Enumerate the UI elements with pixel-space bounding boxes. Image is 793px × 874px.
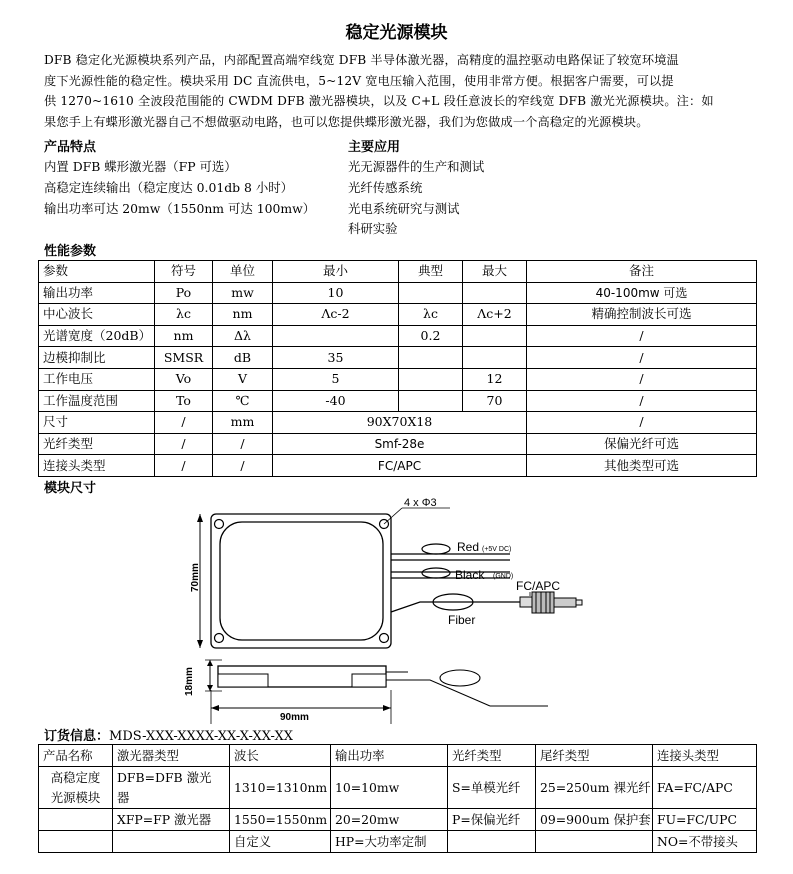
table-cell: / [527, 347, 757, 369]
table-cell: 5 [273, 368, 399, 390]
red-wire-note: (+5V DC) [482, 546, 512, 553]
table-cell: 25=250um 裸光纤 [536, 767, 653, 809]
table-cell: Vo [155, 368, 213, 390]
table-cell: XFP=FP 激光器 [113, 809, 230, 831]
table-cell: V [213, 368, 273, 390]
table-cell: 其他类型可选 [527, 455, 757, 477]
module-dimension-drawing [170, 494, 610, 730]
module-size-heading: 模块尺寸 [44, 481, 97, 496]
table-cell: 边模抑制比 [39, 347, 155, 369]
laser-type-line: 器 [117, 789, 130, 805]
header-cell: 单位 [213, 261, 273, 283]
table-cell: 工作温度范围 [39, 390, 155, 412]
table-row [39, 767, 757, 809]
table-cell: NO=不带接头 [653, 831, 757, 853]
table-cell: 40-100mw 可选 [527, 282, 757, 304]
table-cell: 光纤类型 [39, 433, 155, 455]
laser-type-line: DFB=DFB 激光 [117, 769, 212, 785]
fc-apc-connector [520, 592, 582, 613]
table-cell: 1550=1550nm [230, 809, 331, 831]
table-row [39, 390, 757, 412]
performance-table [38, 260, 757, 477]
table-row [39, 455, 757, 477]
table-cell: mw [213, 282, 273, 304]
table-cell [536, 831, 653, 853]
table-row [39, 433, 757, 455]
ordering-code: MDS-XXX-XXXX-XX-X-XX-XX [109, 729, 293, 744]
table-cell: To [155, 390, 213, 412]
header-cell: 尾纤类型 [536, 745, 653, 767]
table-cell: FU=FC/UPC [653, 809, 757, 831]
table-row [39, 831, 757, 853]
header-cell: 波长 [230, 745, 331, 767]
ordering-table [38, 744, 757, 853]
fiber-label: Fiber [448, 613, 476, 627]
table-cell: / [527, 368, 757, 390]
intro-line: 供 1270~1610 全波段范围能的 CWDM DFB 激光器模块，以及 C+L 段任意波长的窄线宽 DFB 激光光源模块。注：如 [44, 94, 714, 109]
table-cell [399, 347, 463, 369]
table-cell: / [527, 412, 757, 434]
ordering-heading [44, 725, 293, 744]
table-cell: S=单模光纤 [448, 767, 536, 809]
table-cell: / [213, 433, 273, 455]
table-header-row [39, 261, 757, 283]
table-cell: P=保偏光纤 [448, 809, 536, 831]
table-header-row [39, 745, 757, 767]
table-cell: 连接头类型 [39, 455, 155, 477]
header-cell: 典型 [399, 261, 463, 283]
table-cell: λc [155, 304, 213, 326]
header-cell: 输出功率 [331, 745, 448, 767]
black-wire-label: Black [455, 568, 485, 582]
intro-line: 度下光源性能的稳定性。模块采用 DC 直流供电，5~12V 宽电压输入范围，使用非常方便。根据客户需要，可以提 [44, 73, 674, 88]
table-cell [399, 282, 463, 304]
table-cell: 09=900um 保护套 [536, 809, 653, 831]
table-cell: FC/APC [273, 455, 527, 477]
feature-item: 高稳定连续输出（稳定度达 0.01db 8 小时） [44, 180, 294, 195]
table-row [39, 325, 757, 347]
table-cell: dB [213, 347, 273, 369]
features-heading: 产品特点 [44, 140, 97, 155]
table-row [39, 347, 757, 369]
table-cell: / [527, 325, 757, 347]
intro-line: DFB 稳定化光源模块系列产品，内部配置高端窄线宽 DFB 半导体激光器，高精度的温控驱动电路保证了较宽环境温 [44, 53, 679, 67]
page-title: 稳定光源模块 [345, 23, 448, 43]
intro-line: 果您手上有蝶形激光器自己不想做驱动电路，也可以您提供蝶形激光器，我们为您做成一个高稳定的光源模块。 [44, 114, 649, 129]
table-cell: 20=20mw [331, 809, 448, 831]
table-cell: 90X70X18 [273, 412, 527, 434]
table-cell: 1310=1310nm [230, 767, 331, 809]
table-cell: 输出功率 [39, 282, 155, 304]
table-cell [463, 325, 527, 347]
width-dimension-label: 90mm [280, 712, 309, 723]
table-cell [463, 282, 527, 304]
header-cell: 光纤类型 [448, 745, 536, 767]
table-cell: λc [399, 304, 463, 326]
holes-label: 4 x Φ3 [404, 497, 437, 509]
table-cell: 12 [463, 368, 527, 390]
table-cell: 35 [273, 347, 399, 369]
table-cell: 70 [463, 390, 527, 412]
connector-label: FC/APC [516, 579, 561, 593]
table-row [39, 412, 757, 434]
table-cell: / [155, 412, 213, 434]
table-cell: 尺寸 [39, 412, 155, 434]
thickness-dimension-label: 18mm [184, 667, 195, 696]
module-lid [220, 522, 383, 640]
header-cell: 连接头类型 [653, 745, 757, 767]
table-cell: Smf-28e [273, 433, 527, 455]
table-cell [39, 831, 113, 853]
performance-heading: 性能参数 [44, 244, 97, 259]
table-cell: 保偏光纤可选 [527, 433, 757, 455]
table-cell: Po [155, 282, 213, 304]
table-cell: / [155, 455, 213, 477]
intro-paragraph [44, 50, 756, 132]
table-cell: 自定义 [230, 831, 331, 853]
table-row [39, 809, 757, 831]
table-cell: 精确控制波长可选 [527, 304, 757, 326]
table-cell [113, 767, 230, 809]
application-item: 光纤传感系统 [348, 180, 423, 195]
ordering-heading-label: 订货信息： [44, 729, 110, 744]
application-item: 科研实验 [348, 221, 398, 236]
table-cell: Λc+2 [463, 304, 527, 326]
table-cell [399, 368, 463, 390]
table-cell [39, 809, 113, 831]
table-cell: / [527, 390, 757, 412]
table-cell: SMSR [155, 347, 213, 369]
product-name-line: 光源模块 [50, 789, 101, 805]
table-cell: / [155, 433, 213, 455]
table-cell: nm [155, 325, 213, 347]
table-cell: FA=FC/APC [653, 767, 757, 809]
table-cell: / [213, 455, 273, 477]
table-cell: ℃ [213, 390, 273, 412]
header-cell: 符号 [155, 261, 213, 283]
header-cell: 最小 [273, 261, 399, 283]
height-dimension-label: 70mm [190, 563, 201, 592]
application-item: 光无源器件的生产和测试 [348, 159, 485, 174]
application-item: 光电系统研究与测试 [348, 201, 460, 216]
table-cell: Λc-2 [273, 304, 399, 326]
table-cell: nm [213, 304, 273, 326]
table-cell [448, 831, 536, 853]
feature-item: 输出功率可达 20mw（1550nm 可达 100mw） [44, 201, 316, 216]
table-cell: 光谱宽度（20dB） [39, 325, 155, 347]
header-cell: 产品名称 [39, 745, 113, 767]
table-cell: 0.2 [399, 325, 463, 347]
table-cell [463, 347, 527, 369]
product-name-line: 高稳定度 [50, 769, 101, 785]
red-wire-label: Red [457, 540, 480, 554]
table-cell [273, 325, 399, 347]
table-cell: HP=大功率定制 [331, 831, 448, 853]
table-cell: mm [213, 412, 273, 434]
table-cell [39, 767, 113, 809]
header-cell: 激光器类型 [113, 745, 230, 767]
table-cell: 工作电压 [39, 368, 155, 390]
applications-heading: 主要应用 [348, 140, 401, 155]
table-cell [113, 831, 230, 853]
table-cell: 10 [273, 282, 399, 304]
header-cell: 最大 [463, 261, 527, 283]
table-cell: 中心波长 [39, 304, 155, 326]
table-cell: Δλ [213, 325, 273, 347]
table-row [39, 368, 757, 390]
table-row [39, 304, 757, 326]
header-cell: 备注 [527, 261, 757, 283]
header-cell: 参数 [39, 261, 155, 283]
table-cell [399, 390, 463, 412]
black-wire-note: (GND) [493, 573, 514, 580]
feature-item: 内置 DFB 蝶形激光器（FP 可选） [44, 159, 237, 174]
table-cell: -40 [273, 390, 399, 412]
table-cell: 10=10mw [331, 767, 448, 809]
table-row [39, 282, 757, 304]
